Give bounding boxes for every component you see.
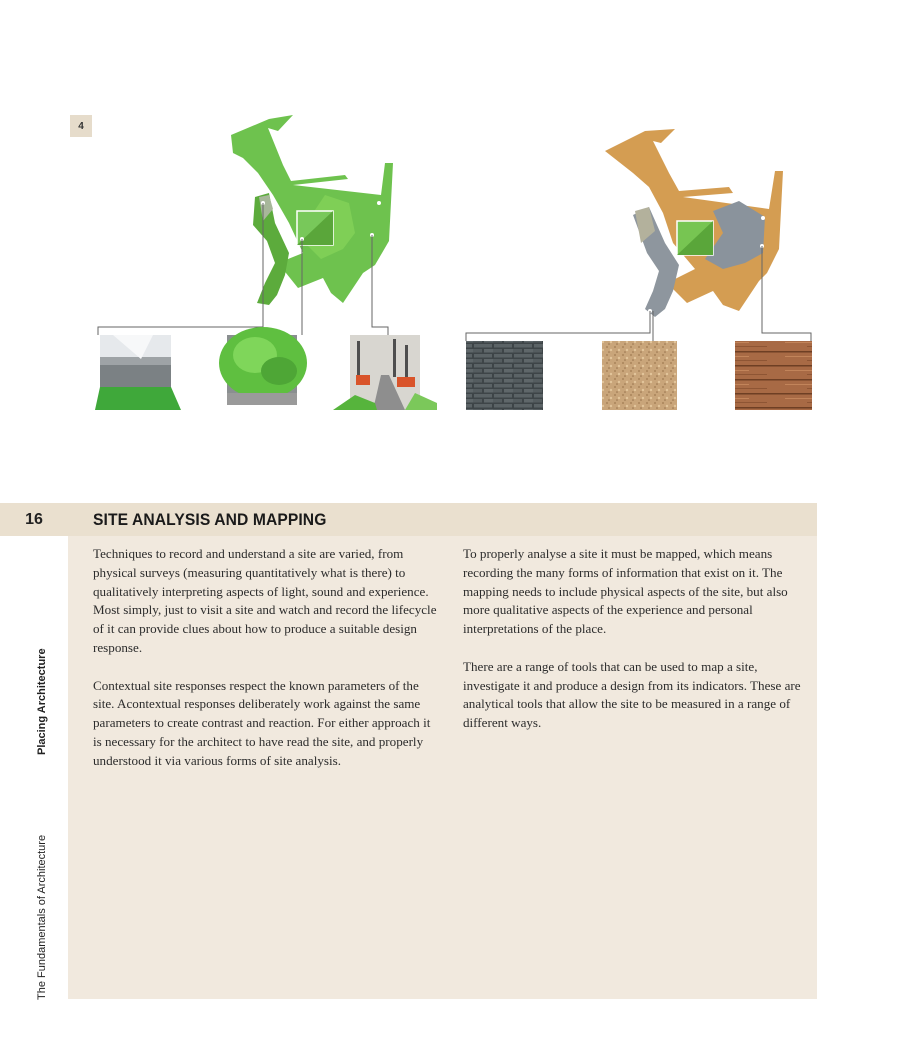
figure-number: 4: [70, 115, 92, 137]
running-book-title: The Fundamentals of Architecture: [36, 834, 48, 1000]
left-column: [93, 545, 438, 789]
paragraph: To properly analyse a site it must be mapped, which means recording the many forms of information that exist on it. The mapping needs to include physical aspects of the site, but also more qualitative aspects of the experience and personal interpretations of the place.: [463, 546, 788, 637]
page-number: 16: [25, 510, 43, 528]
running-section-label: Placing Architecture: [36, 648, 48, 755]
right-column: [463, 545, 813, 752]
paragraph: Contextual site responses respect the known parameters of the site. Acontextual responses deliberately work against the same parameters to create contrast and reaction. For either approach it is necessary for the architect to have read the site, and properly understood it via various forms of site analysis.: [93, 677, 431, 768]
paragraph: Techniques to record and understand a site are varied, from physical surveys (measuring quantitatively what is there) to qualitatively interpreting aspects of light, sound and experience. Most simply, just to visit a site and watch and record the lifecycle of it can provide clues about how to produce a suitable design response.: [93, 546, 437, 655]
section-title: SITE ANALYSIS AND MAPPING: [93, 510, 327, 529]
paragraph: There are a range of tools that can be used to map a site, investigate it and produce a design from its indicators. These are analytical tools that allow the site to be measured in a range of different ways.: [463, 658, 801, 731]
left-site-map: [95, 115, 437, 410]
right-site-map: [466, 129, 812, 410]
site-analysis-figure: [93, 113, 823, 413]
